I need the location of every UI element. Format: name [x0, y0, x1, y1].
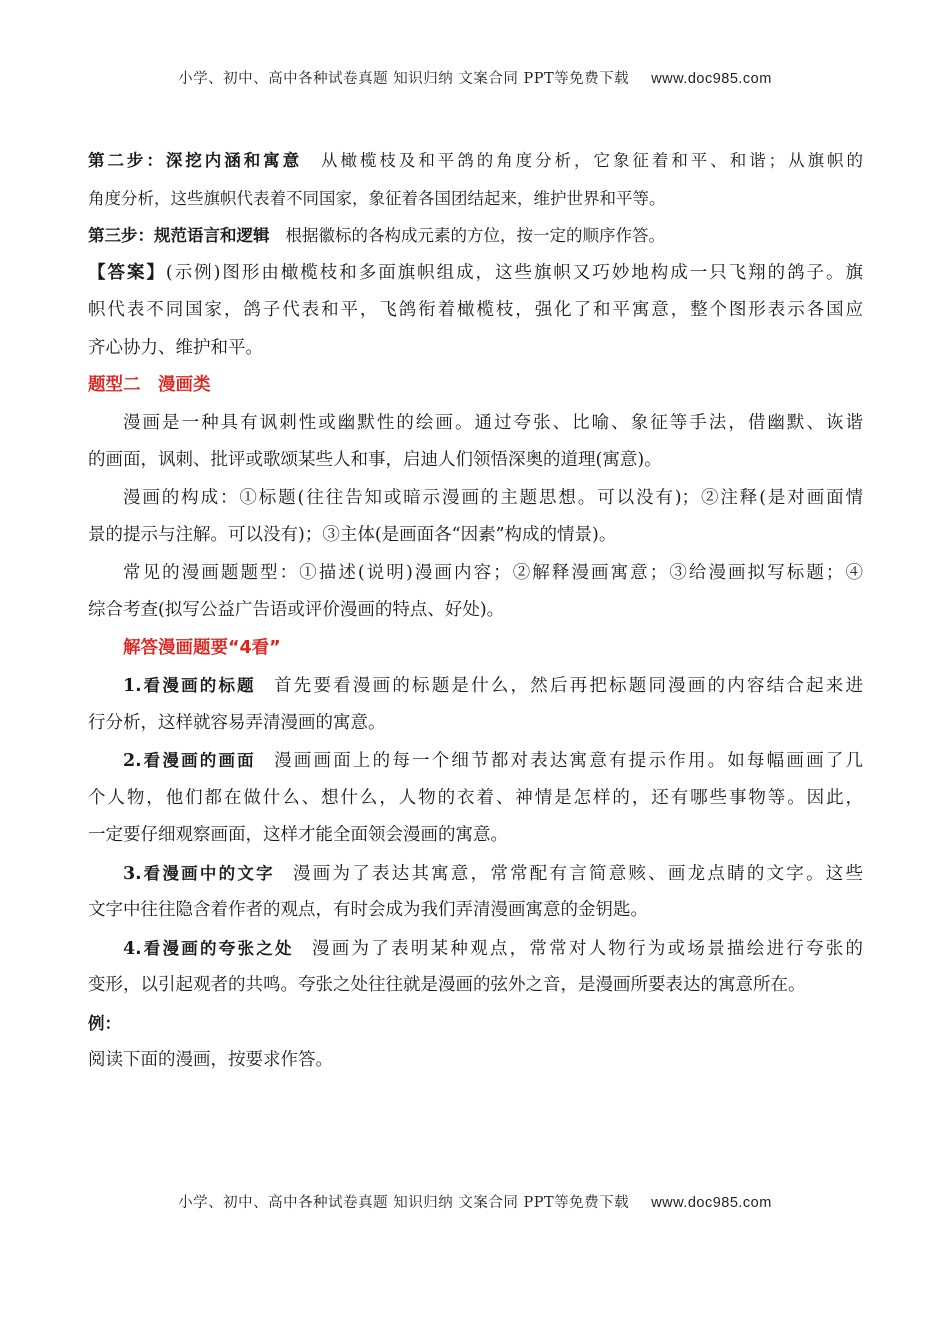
look3-number: 3	[123, 863, 136, 884]
answer-text-1: (示例)图形由橄榄枝和多面旗帜组成，这些旗帜又巧妙地构成一只飞翔的鸽子。旗	[165, 262, 863, 283]
page-header	[0, 67, 950, 88]
header-text: 小学、初中、高中各种试卷真题 知识归纳 文案合同 PPT等免费下载	[178, 71, 630, 87]
step2-line2: 角度分析，这些旗帜代表着不同国家，象征着各国团结起来，维护世界和平等。	[88, 188, 666, 208]
look4-text-1: 漫画为了表明某种观点，常常对人物行为或场景描绘进行夸张的	[309, 938, 863, 959]
answer-line2: 帜代表不同国家，鸽子代表和平，飞鸽衔着橄榄枝，强化了和平寓意，整个图形表示各国应	[88, 300, 863, 320]
intro-p2-line1: 漫画的构成：①标题(往往告知或暗示漫画的主题思想。可以没有)；②注释(是对画面情	[123, 487, 863, 508]
look3-title: .看漫画中的文字	[135, 863, 275, 883]
look4-line1	[88, 930, 863, 968]
look3-text-1: 漫画为了表达其寓意，常常配有言简意赅、画龙点睛的文字。这些	[290, 863, 863, 884]
look3-line2: 文字中往往隐含着作者的观点，有时会成为我们弄清漫画寓意的金钥匙。	[88, 900, 648, 920]
step3-text: 根据徽标的各构成元素的方位，按一定的顺序作答。	[285, 226, 665, 245]
look1-text-1: 首先要看漫画的标题是什么，然后再把标题同漫画的内容结合起来进	[271, 676, 863, 696]
intro-p3-line1: 常见的漫画题题型：①描述(说明)漫画内容；②解释漫画寓意；③给漫画拟写标题；④	[123, 562, 863, 583]
four-looks-title: 解答漫画题要“4看”	[123, 637, 281, 658]
look2-line2: 个人物，他们都在做什么、想什么，人物的衣着、神情是怎样的，还有哪些事物等。因此，	[88, 787, 863, 808]
step3-line	[88, 217, 863, 255]
answer-line3: 齐心协力、维护和平。	[88, 337, 263, 358]
look1-line2: 行分析，这样就容易弄清漫画的寓意。	[88, 712, 386, 733]
look1-title: .看漫画的标题	[135, 676, 256, 695]
look3-line1	[88, 855, 863, 893]
look2-text-1: 漫画画面上的每一个细节都对表达寓意有提示作用。如每幅画画了几	[271, 751, 863, 771]
look4-line2: 变形，以引起观者的共鸣。夸张之处往往就是漫画的弦外之音，是漫画所要表达的寓意所在。	[88, 975, 806, 995]
header-url[interactable]: www.doc985.com	[651, 71, 772, 87]
answer-line1	[88, 255, 863, 293]
step2-text-1: 从橄榄枝及和平鸽的角度分析，它象征着和平、和谐；从旗帜的	[318, 151, 863, 170]
example-text: 阅读下面的漫画，按要求作答。	[88, 1050, 333, 1070]
step2-line1	[88, 142, 863, 180]
look2-title: .看漫画的画面	[135, 751, 256, 770]
example-label: 例：	[88, 1013, 121, 1033]
look4-number: 4	[123, 938, 136, 959]
look2-line1	[88, 742, 863, 780]
footer-url[interactable]: www.doc985.com	[651, 1195, 772, 1211]
look2-line3: 一定要仔细观察画面，这样才能全面领会漫画的寓意。	[88, 825, 508, 845]
step3-title: 第三步：规范语言和逻辑	[88, 226, 270, 245]
footer-text: 小学、初中、高中各种试卷真题 知识归纳 文案合同 PPT等免费下载	[178, 1195, 630, 1211]
answer-label: 【答案】	[88, 262, 166, 283]
look1-line1	[88, 667, 863, 705]
intro-p2-line2: 景的提示与注解。可以没有)；③主体(是画面各“因素”构成的情景)。	[88, 525, 617, 545]
page-footer	[0, 1191, 950, 1212]
look2-number: 2	[123, 751, 136, 771]
step2-title: 第二步：深挖内涵和寓意	[88, 151, 303, 170]
section-title: 题型二 漫画类	[88, 375, 211, 395]
look4-title: .看漫画的夸张之处	[135, 938, 294, 958]
intro-p1-line2: 的画面，讽刺、批评或歌颂某些人和事，启迪人们领悟深奥的道理(寓意)。	[88, 450, 662, 470]
document-body	[88, 142, 863, 1080]
look1-number: 1	[123, 676, 136, 696]
intro-p1-line1: 漫画是一种具有讽刺性或幽默性的绘画。通过夸张、比喻、象征等手法，借幽默、诙谐	[123, 412, 863, 433]
intro-p3-line2: 综合考查(拟写公益广告语或评价漫画的特点、好处)。	[88, 600, 505, 620]
